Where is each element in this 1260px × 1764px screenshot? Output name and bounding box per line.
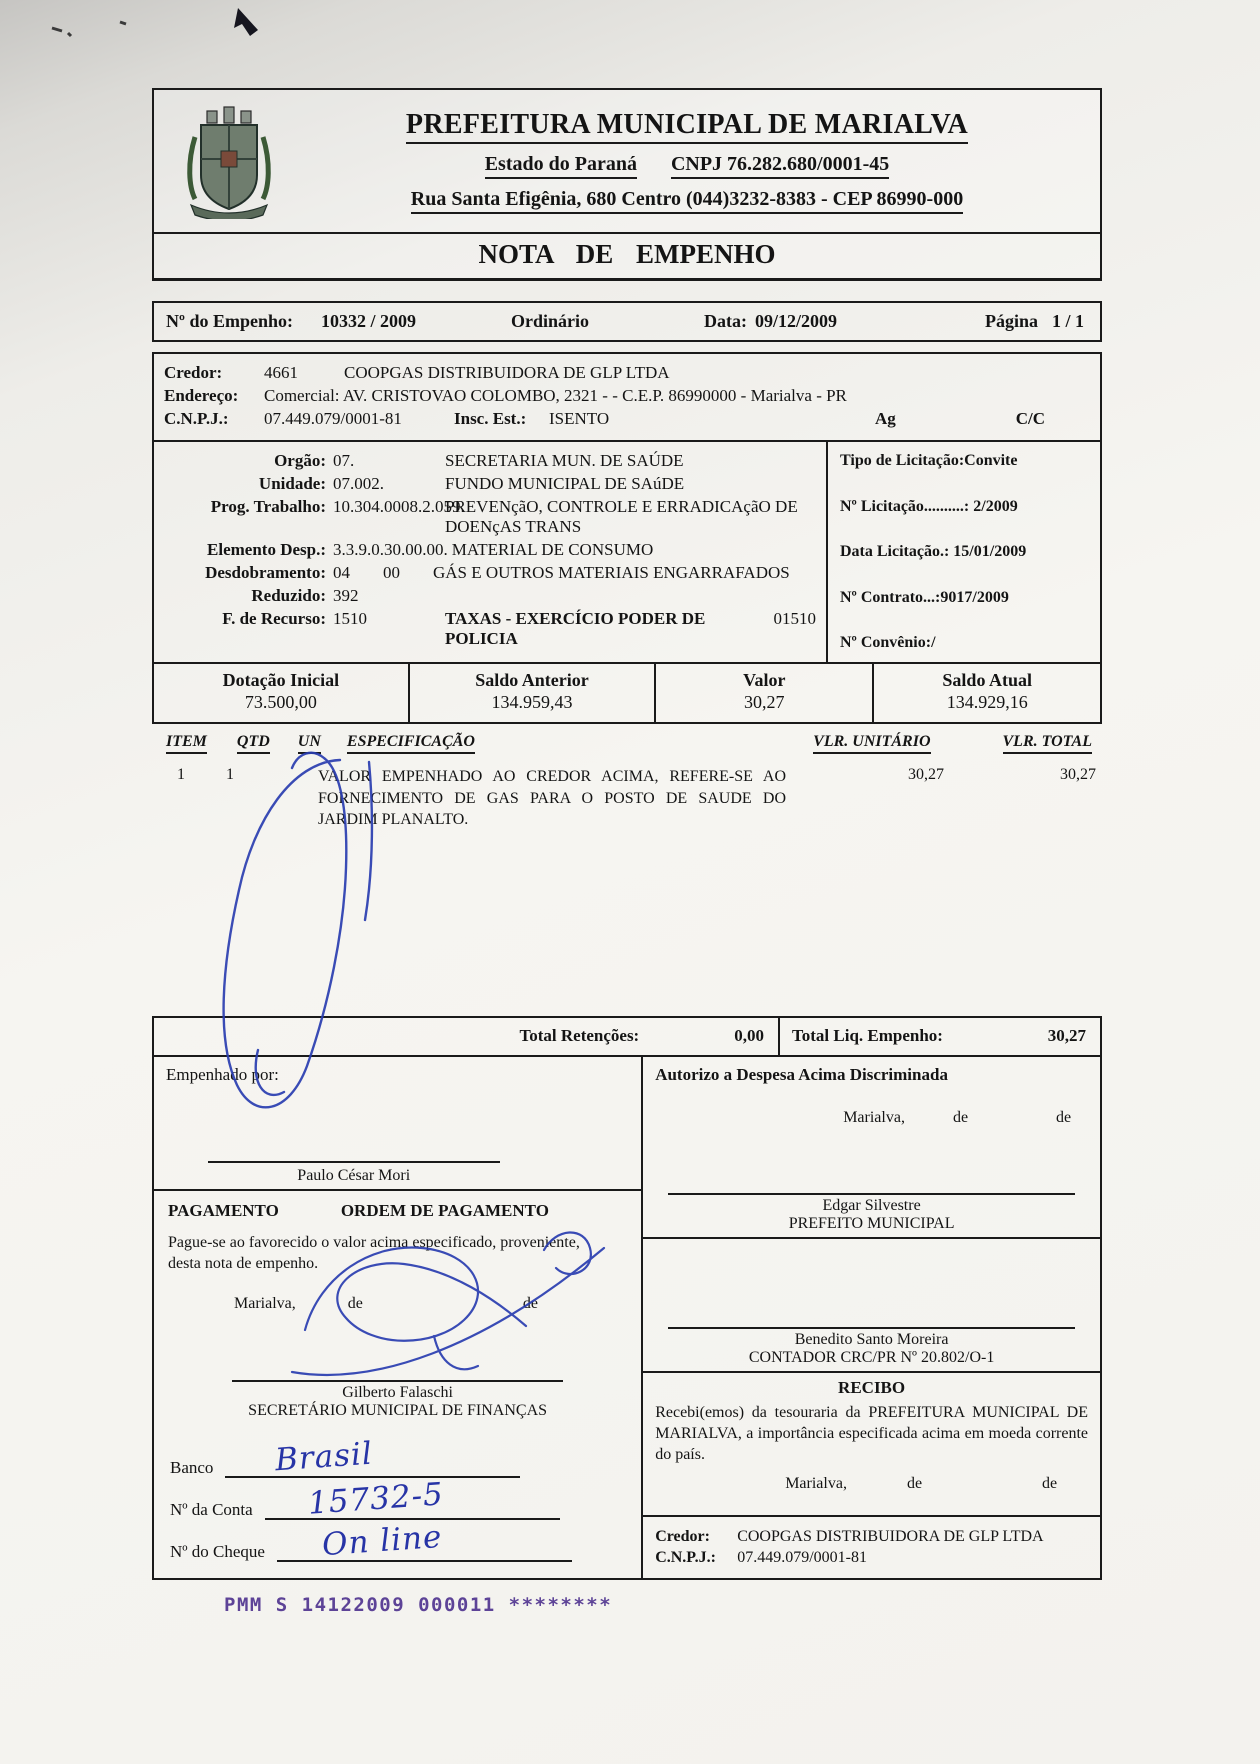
elemento-name: MATERIAL DE CONSUMO [451, 540, 654, 559]
secretario-name: Gilberto Falaschi [342, 1384, 453, 1401]
city-label: Marialva, [785, 1475, 847, 1493]
banco-handwritten-value: Brasil [273, 1435, 374, 1479]
signatures-grid [152, 1057, 1102, 1580]
recibo-creditor-block [643, 1517, 1100, 1578]
creditor-label: Credor: [164, 363, 223, 382]
empenho-label: Nº do Empenho: [166, 311, 293, 331]
desdobramento-code-1: 04 [333, 563, 350, 582]
cheque-label: Nº do Cheque [170, 1542, 265, 1561]
conta-label: Nº da Conta [170, 1500, 253, 1519]
elemento-row [154, 540, 826, 560]
ordem-pagamento-title: ORDEM DE PAGAMENTO [340, 1201, 549, 1220]
de-label: de [347, 1294, 363, 1312]
valor-cell [656, 664, 874, 722]
licitacao-tipo: Tipo de Licitação:Convite [840, 452, 1018, 469]
licitacao-panel [828, 442, 1100, 662]
convenio-numero: Nº Convênio:/ [840, 634, 936, 651]
creditor-name: COOPGAS DISTRIBUIDORA DE GLP LTDA [344, 363, 670, 382]
de-label: de [522, 1294, 538, 1312]
item-row [152, 754, 1102, 831]
page-value: 1 / 1 [1051, 311, 1084, 331]
empenhado-block [154, 1057, 641, 1191]
contrato-numero: Nº Contrato...:9017/2009 [840, 588, 1009, 606]
creditor-address: Comercial: AV. CRISTOVAO COLOMBO, 2321 - - C.E.P. 86990000 - Marialva - PR [264, 386, 847, 405]
prog-trabalho-code: 10.304.0008.2.059. [333, 497, 465, 516]
empenho-row [152, 301, 1102, 342]
creditor-cnpj: 07.449.079/0001-81 [264, 409, 402, 428]
recibo-date-line [655, 1475, 1088, 1493]
fonte-recurso-row [154, 609, 826, 649]
de-label: de [1056, 1109, 1072, 1126]
creditor-address-label: Endereço: [164, 386, 239, 405]
empenho-type: Ordinário [510, 311, 589, 331]
insc-est-value: ISENTO [549, 409, 610, 428]
contador-name: Benedito Santo Moreira [794, 1331, 949, 1348]
logo-wrap [154, 90, 304, 232]
recibo-cnpj-value: 07.449.079/0001-81 [737, 1549, 867, 1566]
item-description: VALOR EMPENHADO AO CREDOR ACIMA, REFERE-SE AO FORNECIMENTO DE GAS PARA O POSTO DE SAUDE DO JARDIM PLANALTO. [318, 768, 786, 829]
header-endereco: Rua Santa Efigênia, 680 Centro (044)3232-8383 - CEP 86990-000 [411, 188, 963, 214]
elemento-label: Elemento Desp.: [207, 540, 326, 559]
pagamento-text: Pague-se ao favorecido o valor acima especificado, proveniente, desta nota de empenho. [168, 1234, 580, 1272]
reduzido-value: 392 [333, 586, 359, 605]
document-header [152, 88, 1102, 234]
conta-handwritten-value: 15732-5 [306, 1476, 445, 1522]
banco-label: Banco [170, 1458, 214, 1477]
pagamento-title: PAGAMENTO [168, 1201, 279, 1220]
fonte-recurso-code: 1510 [333, 609, 367, 628]
pagamento-block [154, 1191, 641, 1578]
unidade-row [154, 474, 826, 494]
cheque-line [277, 1560, 572, 1562]
page-indicator [985, 311, 1088, 332]
valor-value: 30,27 [744, 692, 785, 712]
prog-trabalho-label: Prog. Trabalho: [210, 497, 326, 516]
de-label: de [906, 1475, 923, 1493]
city-label: Marialva, [843, 1109, 905, 1126]
desdobramento-label: Desdobramento: [205, 563, 326, 582]
prefeito-name: Edgar Silvestre [822, 1197, 921, 1214]
header-estado: Estado do Paraná [485, 153, 637, 179]
recibo-creditor-label: Credor: [655, 1528, 710, 1545]
prog-trabalho-row [154, 497, 826, 537]
unidade-code: 07.002. [333, 474, 384, 493]
retencoes-label: Total Retenções: [519, 1026, 640, 1045]
signature-space [168, 1313, 627, 1380]
pagamento-titles [168, 1201, 627, 1221]
orgao-name: SECRETARIA MUN. DE SAÚDE [445, 451, 684, 470]
orgao-code: 07. [333, 451, 355, 470]
signatures-left-column [154, 1057, 643, 1578]
fonte-recurso-label: F. de Recurso: [222, 609, 326, 628]
empenhado-label: Empenhado por: [166, 1065, 279, 1084]
signature-line [668, 1327, 1075, 1329]
autorizo-title: Autorizo a Despesa Acima Discriminada [655, 1065, 948, 1084]
item-unit-value: 30,27 [908, 766, 944, 783]
secretario-role: SECRETÁRIO MUNICIPAL DE FINANÇAS [248, 1402, 548, 1419]
col-item: ITEM [166, 733, 207, 754]
signature-line [668, 1193, 1075, 1195]
dotacao-inicial-cell [154, 664, 410, 722]
recibo-cnpj-label: C.N.P.J.: [655, 1549, 716, 1566]
contador-block [643, 1239, 1100, 1373]
recibo-cnpj-row [655, 1549, 1088, 1567]
saldo-atual-label: Saldo Atual [942, 670, 1032, 690]
unidade-label: Unidade: [258, 474, 326, 493]
desdobramento-name: GÁS E OUTROS MATERIAIS ENGARRAFADOS [433, 563, 790, 582]
empenho-number: 10332 / 2009 [320, 311, 416, 331]
autorizo-block [643, 1057, 1100, 1239]
recibo-title: RECIBO [838, 1378, 906, 1397]
cheque-handwritten-value: On line [320, 1518, 444, 1564]
orgao-row [154, 451, 826, 471]
licitacao-numero: Nº Licitação..........: 2/2009 [840, 497, 1018, 515]
licitacao-data: Data Licitação.: 15/01/2009 [840, 543, 1027, 560]
col-un: UN [298, 733, 321, 754]
ag-label: Ag [874, 409, 896, 428]
col-qtd: QTD [237, 733, 270, 754]
desdobramento-code-2: 00 [383, 563, 400, 582]
creditor-cnpj-label: C.N.P.J.: [164, 409, 229, 428]
budget-details [154, 442, 828, 662]
city-label: Marialva, [234, 1294, 296, 1312]
liquido-label: Total Liq. Empenho: [791, 1026, 943, 1045]
header-text [304, 90, 1100, 232]
empenho-date-label: Data: [704, 311, 747, 331]
coat-of-arms-logo [181, 103, 277, 219]
creditor-row [164, 363, 1090, 383]
recibo-creditor-name: COOPGAS DISTRIBUIDORA DE GLP LTDA [737, 1528, 1044, 1545]
col-vlr-unitario: VLR. UNITÁRIO [813, 733, 930, 754]
cheque-row [170, 1520, 627, 1562]
conta-row [170, 1478, 627, 1520]
fonte-recurso-number: 01510 [773, 609, 816, 628]
contador-role: CONTADOR CRC/PR Nº 20.802/O-1 [748, 1349, 995, 1366]
item-qty: 1 [226, 766, 234, 783]
saldo-atual-cell [874, 664, 1100, 722]
scan-artifact [52, 22, 126, 36]
recibo-text: Recebi(emos) da tesouraria da PREFEITURA MUNICIPAL DE MARIALVA, a importância especificada acima em moeda corrente do país. [655, 1404, 1088, 1464]
page-label: Página [984, 311, 1038, 331]
de-label: de [952, 1109, 969, 1126]
totals-band [152, 1016, 1102, 1057]
col-especificacao: ESPECIFICAÇÃO [347, 733, 475, 754]
creditor-code: 4661 [264, 363, 298, 382]
retencoes-value: 0,00 [734, 1026, 764, 1045]
reduzido-row [154, 586, 826, 606]
prefeito-role: PREFEITO MUNICIPAL [788, 1215, 955, 1232]
items-area [152, 754, 1102, 1016]
dotacao-inicial-value: 73.500,00 [244, 692, 317, 712]
cc-label: C/C [1015, 409, 1045, 428]
insc-est-label: Insc. Est.: [454, 409, 527, 428]
saldo-anterior-label: Saldo Anterior [475, 670, 589, 690]
recibo-creditor-row [655, 1528, 1088, 1546]
banco-row [170, 1436, 627, 1478]
item-number: 1 [177, 766, 185, 783]
de-label: de [1042, 1475, 1058, 1493]
balances-row [152, 664, 1102, 724]
orgao-label: Orgão: [274, 451, 326, 470]
item-total-value: 30,27 [1060, 766, 1096, 783]
autorizo-date-line [655, 1109, 1088, 1127]
elemento-code: 3.3.9.0.30.00.00. [333, 540, 448, 559]
valor-label: Valor [743, 670, 786, 690]
signature-line [232, 1380, 563, 1382]
empenhado-signatory-name: Paulo César Mori [297, 1167, 411, 1184]
saldo-atual-value: 134.929,16 [946, 692, 1028, 712]
signatures-right-column [643, 1057, 1100, 1578]
creditor-box [152, 352, 1102, 440]
scan-artifact [234, 8, 258, 36]
signature-space [655, 1127, 1088, 1193]
org-name: PREFEITURA MUNICIPAL DE MARIALVA [406, 109, 968, 144]
header-cnpj: CNPJ 76.282.680/0001-45 [671, 153, 889, 179]
saldo-anterior-value: 134.959,43 [491, 692, 573, 712]
liquido-cell [780, 1018, 1100, 1055]
creditor-cnpj-row [164, 409, 1090, 429]
budget-box [152, 440, 1102, 664]
recibo-block [643, 1373, 1100, 1517]
header-line-2 [485, 153, 890, 179]
retencoes-cell [154, 1018, 780, 1055]
prog-trabalho-name: PREVENçãO, CONTROLE E ERRADICAçãO DE DOENçAS TRANS [445, 497, 798, 536]
col-vlr-total: VLR. TOTAL [1003, 733, 1093, 754]
dot-matrix-print: PMM S 14122009 000011 ******** [224, 1594, 613, 1616]
pagamento-date-line [168, 1295, 627, 1313]
bank-fields [170, 1436, 627, 1562]
fonte-recurso-name: TAXAS - EXERCÍCIO PODER DE POLICIA [445, 609, 706, 648]
nota-de-empenho-document [152, 88, 1102, 1616]
unidade-name: FUNDO MUNICIPAL DE SAúDE [445, 474, 685, 493]
dotacao-inicial-label: Dotação Inicial [222, 670, 340, 690]
creditor-address-row [164, 386, 1090, 406]
items-table-header [152, 724, 1102, 754]
reduzido-label: Reduzido: [251, 586, 326, 605]
signature-line [208, 1161, 500, 1163]
saldo-anterior-cell [410, 664, 656, 722]
liquido-value: 30,27 [1047, 1026, 1086, 1045]
desdobramento-row [154, 563, 826, 583]
empenho-date: 09/12/2009 [755, 311, 838, 331]
document-title: NOTA DE EMPENHO [152, 234, 1102, 281]
